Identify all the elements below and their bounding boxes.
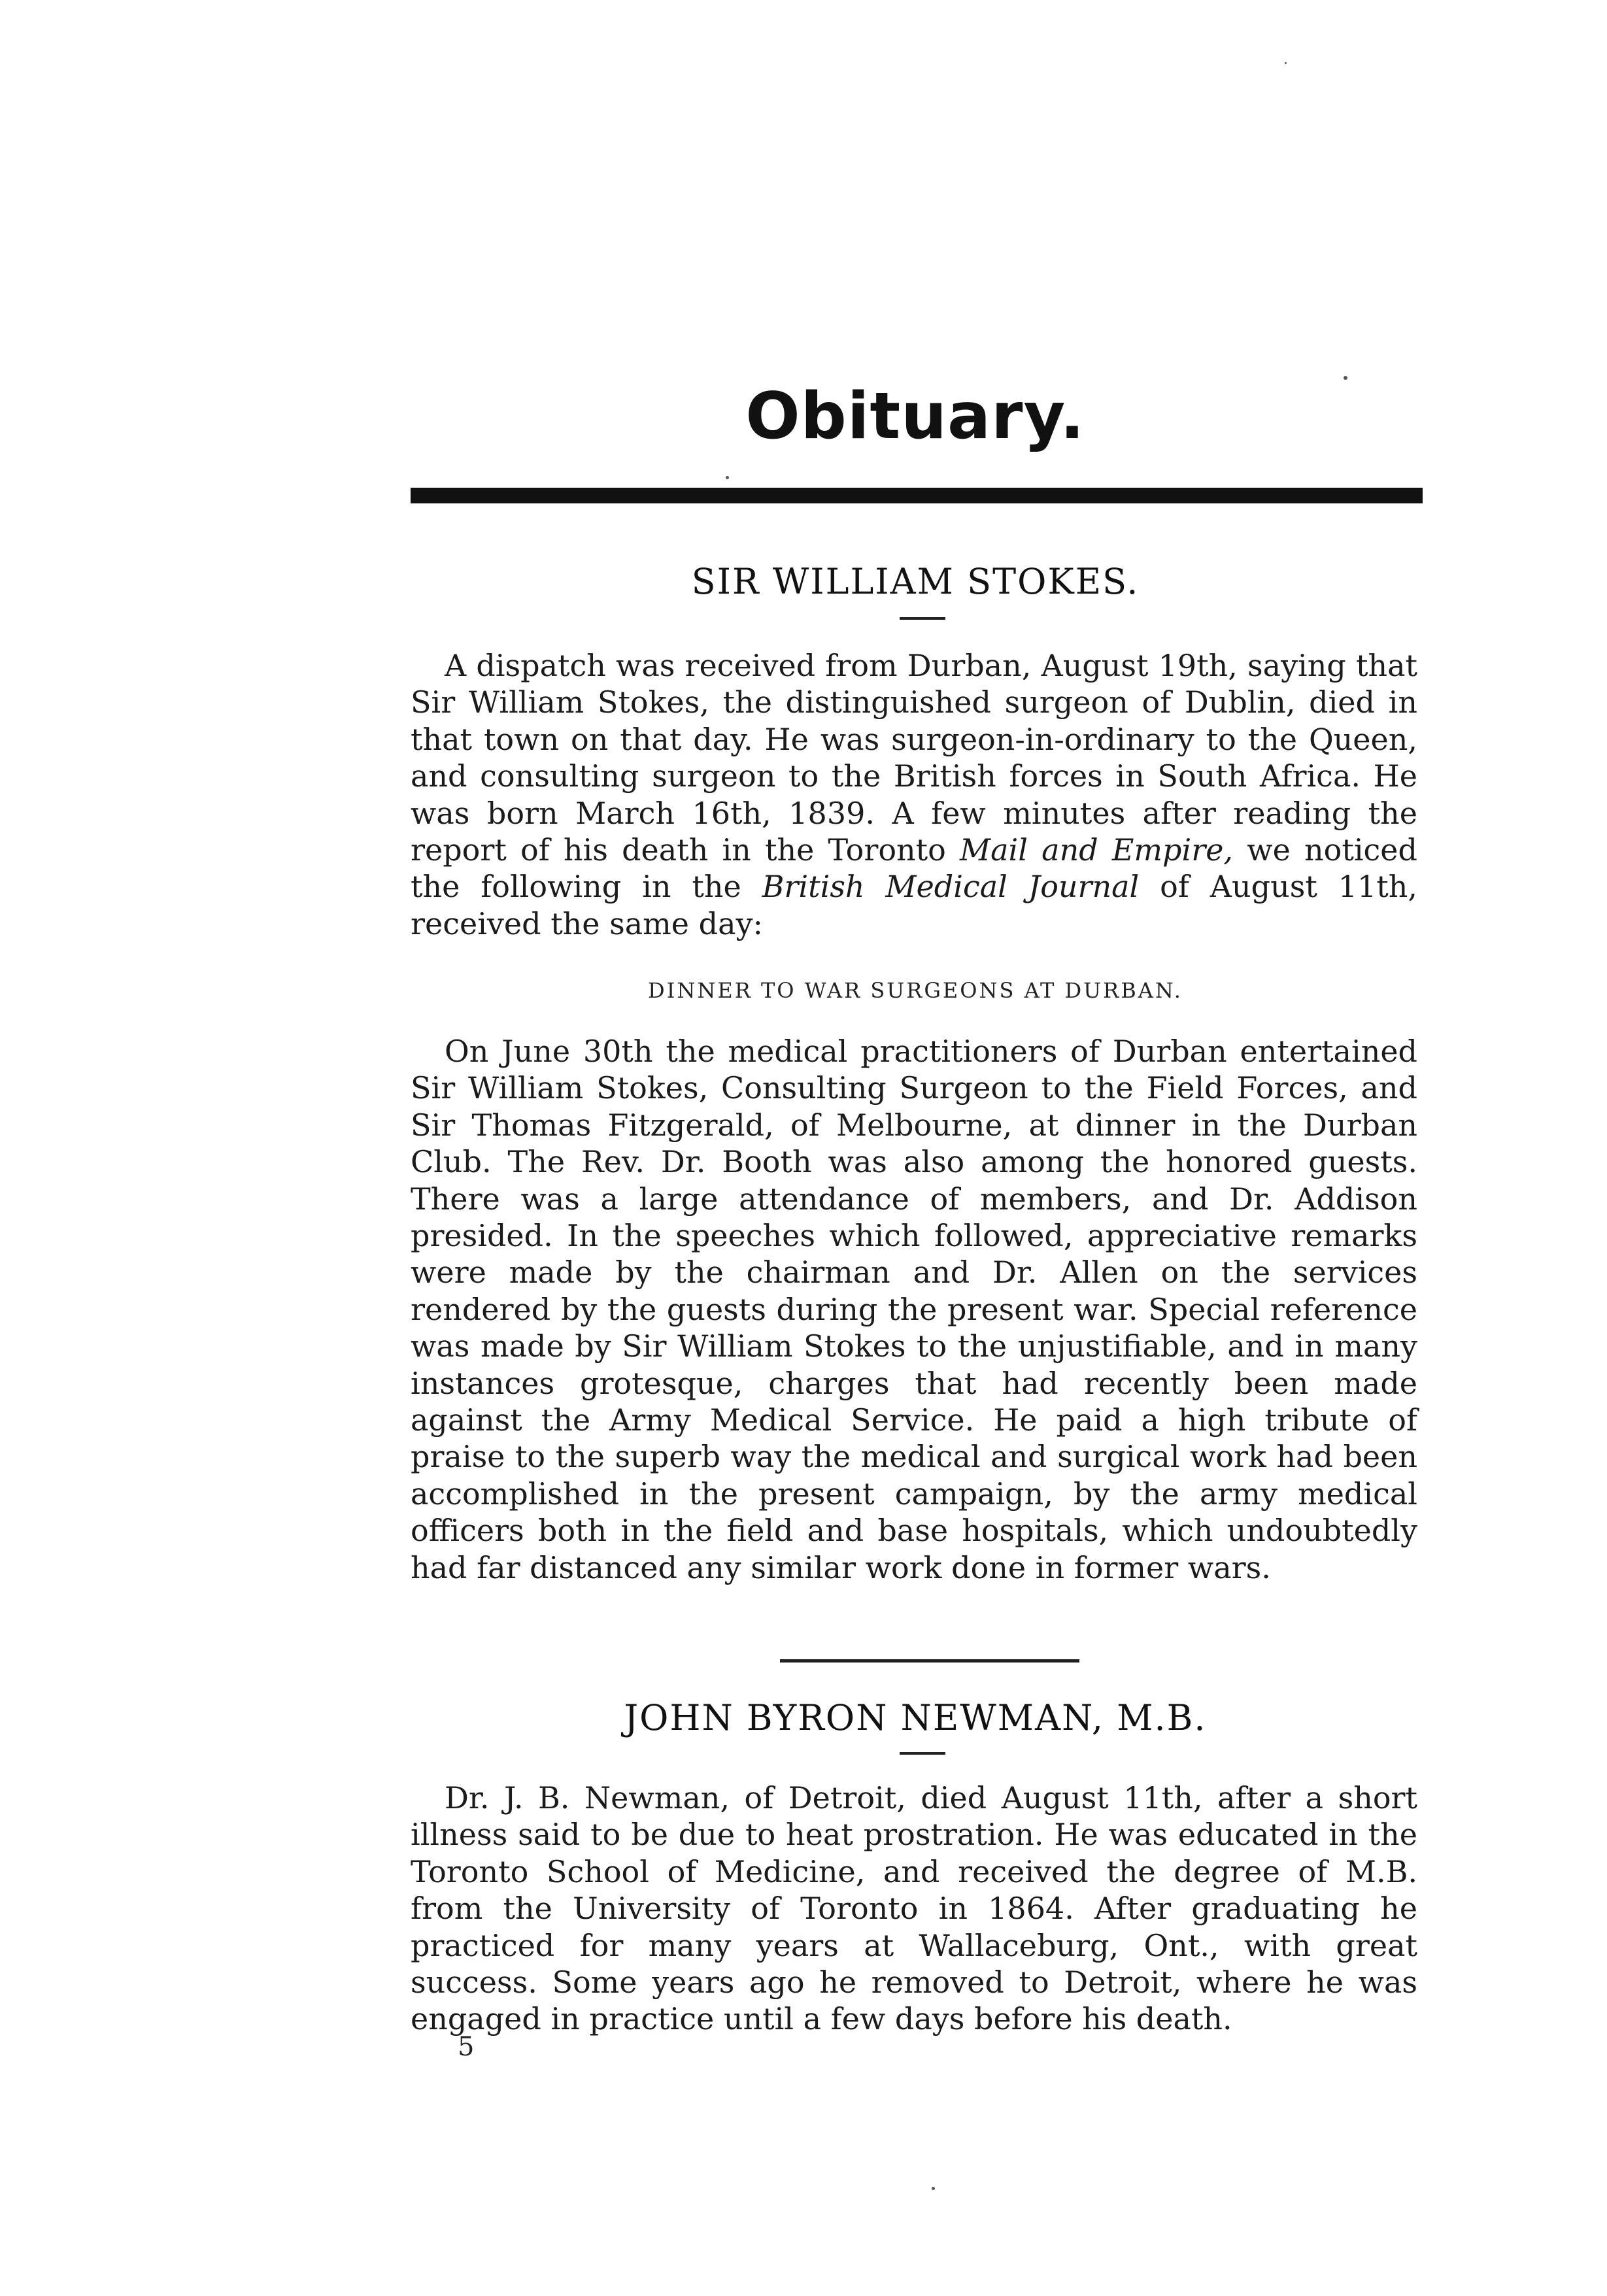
obituary-heading-stokes: SIR WILLIAM STOKES. bbox=[691, 561, 1140, 602]
intro-text: we noticed the following in the bbox=[411, 832, 1417, 905]
intro-text: A dispatch was received from Durban, August 19th, saying that Sir William Stokes, the distinguished surgeon of Dublin, died in that town on that day. He was surgeon-in-ordinary to the Queen, and consulting surgeon to the British forces in South Africa. He was born March 16th, 1839. A few minutes after reading the report of his death in the Toronto bbox=[411, 648, 1417, 868]
journal-title: British Medical Journal bbox=[762, 869, 1140, 905]
scan-speck bbox=[932, 2187, 935, 2190]
heading-dash bbox=[900, 1752, 945, 1755]
dinner-subheading: DINNER TO WAR SURGEONS AT DURBAN. bbox=[648, 978, 1183, 1003]
intro-text: of August 11th, received the same day: bbox=[411, 869, 1417, 941]
section-separator bbox=[780, 1659, 1079, 1663]
obituary-heading-newman: JOHN BYRON NEWMAN, M.B. bbox=[624, 1697, 1207, 1738]
heading-dash bbox=[900, 617, 945, 620]
page-title: Obituary. bbox=[745, 379, 1085, 454]
newman-paragraph: Dr. J. B. Newman, of Detroit, died August 11th, after a short illness said to be due to heat prostration. He was educated in the Toronto School of Medicine, and received the degree of M.B. from the University of Toronto in 1864. After graduating he practiced for many years at Wallaceburg, Ont., with great success. Some years ago he removed to Detroit, where he was engaged in practice until a few days before his death. bbox=[411, 1780, 1417, 2037]
page-number: 5 bbox=[458, 2032, 475, 2062]
newspaper-title: Mail and Empire, bbox=[960, 832, 1234, 868]
title-rule bbox=[411, 488, 1423, 503]
scan-speck bbox=[1285, 62, 1287, 64]
dinner-paragraph: On June 30th the medical practitioners of Durban entertained Sir William Stokes, Consulting Surgeon to the Field Forces, and Sir Thomas Fitzgerald, of Melbourne, at dinner in the Durban Club. The Rev. Dr. Booth was also among the honored guests. There was a large attendance of members, and Dr. Addison presided. In the speeches which followed, appreciative remarks were made by the chairman and Dr. Allen on the services rendered by the guests during the present war. Special reference was made by Sir William Stokes to the unjustifiable, and in many instances grotesque, charges that had recently been made against the Army Medical Service. He paid a high tribute of praise to the superb way the medical and surgical work had been accomplished in the present campaign, by the army medical officers both in the field and base hospitals, which undoubtedly had far distanced any similar work done in former wars. bbox=[411, 1034, 1417, 1585]
stokes-intro-paragraph bbox=[411, 647, 1417, 942]
scan-speck bbox=[726, 476, 729, 479]
